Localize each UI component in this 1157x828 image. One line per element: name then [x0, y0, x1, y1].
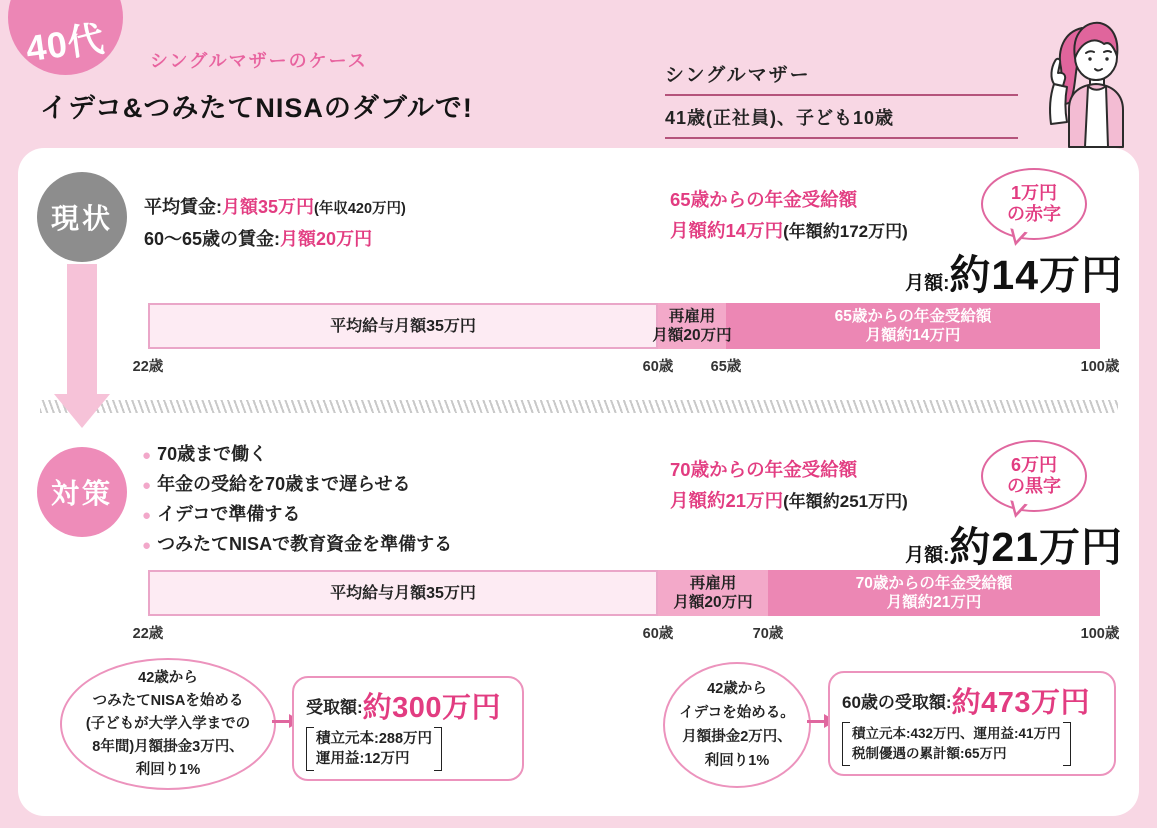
surplus-bubble: 6万円 の黒字 [981, 440, 1087, 512]
plan-pension-amount: 月額約21万円(年額約251万円) [670, 490, 908, 511]
timeline-segment-pension: 65歳からの年金受給額 月額約14万円 [726, 303, 1100, 349]
timeline-tick: 22歳 [132, 359, 164, 375]
nisa-result-row: 受取額: 約300万円 [306, 692, 502, 724]
profile-block [665, 60, 1018, 139]
plan-badge-label: 対策 [50, 478, 113, 509]
ideco-result-row: 60歳の受取額: 約473万円 [842, 687, 1090, 719]
nisa-condition-bubble: 42歳から つみたてNISAを始める (子どもが大学入学までの 8年間)月額掛金3万円、 利回り1% [60, 658, 276, 790]
timeline-tick: 60歳 [642, 626, 674, 642]
plan-bullet: ● 70歳まで働く [142, 440, 452, 470]
current-section-badge [37, 172, 127, 262]
plan-bullet-list [142, 440, 452, 560]
profile-details: 41歳(正社員)、子ども10歳 [665, 96, 1018, 139]
current-wage-text [144, 192, 406, 254]
down-arrow-icon [67, 264, 97, 394]
wage-line-1: 平均賃金:月額35万円(年収420万円) [144, 197, 406, 217]
deficit-bubble: 1万円 の赤字 [981, 168, 1087, 240]
plan-bullet: ● つみたてNISAで教育資金を準備する [142, 530, 452, 560]
current-monthly-amount: 月額:約14万円 [905, 252, 1123, 298]
timeline-tick: 65歳 [710, 359, 742, 375]
page-title: イデコ&つみたてNISAのダブルで! [40, 93, 473, 123]
timeline-segment-pension: 70歳からの年金受給額 月額約21万円 [768, 570, 1100, 616]
plan-bullet: ● イデコで準備する [142, 500, 452, 530]
ideco-breakdown-bracket: 積立元本:432万円、運用益:41万円 税制優遇の累計額:65万円 [842, 722, 1071, 766]
right-arrow-icon [807, 720, 825, 723]
timeline-segment-reemployment: 再雇用 月額20万円 [658, 303, 726, 349]
profile-name: シングルマザー [665, 60, 1018, 96]
timeline-tick: 22歳 [132, 626, 164, 642]
ideco-condition-bubble: 42歳から イデコを始める。 月額掛金2万円、 利回り1% [663, 662, 811, 788]
timeline-tick: 100歳 [1080, 626, 1120, 642]
plan-section-badge [37, 447, 127, 537]
nisa-result-box [292, 676, 524, 781]
nisa-breakdown-bracket: 積立元本:288万円 運用益:12万円 [306, 727, 442, 771]
current-pension-title: 65歳からの年金受給額 [670, 189, 858, 210]
plan-timeline-bar [148, 570, 1100, 616]
age-badge-label: 40代 [23, 17, 108, 70]
right-arrow-icon [272, 720, 290, 723]
plan-bullet: ● 年金の受給を70歳まで遅らせる [142, 470, 452, 500]
ideco-result-box [828, 671, 1116, 776]
current-pension-summary [670, 184, 908, 247]
timeline-segment-salary: 平均給与月額35万円 [148, 303, 658, 349]
woman-illustration [1022, 12, 1137, 148]
timeline-segment-reemployment: 再雇用 月額20万円 [658, 570, 768, 616]
plan-pension-title: 70歳からの年金受給額 [670, 459, 858, 480]
timeline-segment-salary: 平均給与月額35万円 [148, 570, 658, 616]
current-timeline-bar [148, 303, 1100, 349]
timeline-tick: 60歳 [642, 359, 674, 375]
current-pension-amount: 月額約14万円(年額約172万円) [670, 220, 908, 241]
timeline-tick: 100歳 [1080, 359, 1120, 375]
timeline-tick: 70歳 [752, 626, 784, 642]
current-badge-label: 現状 [50, 203, 113, 234]
age-badge [8, 0, 123, 75]
section-divider [40, 400, 1118, 413]
main-card [18, 148, 1139, 816]
plan-pension-summary [670, 454, 908, 517]
plan-monthly-amount: 月額:約21万円 [905, 524, 1123, 570]
case-label: シングルマザーのケース [150, 51, 368, 71]
wage-line-2: 60〜65歳の賃金:月額20万円 [144, 229, 373, 249]
